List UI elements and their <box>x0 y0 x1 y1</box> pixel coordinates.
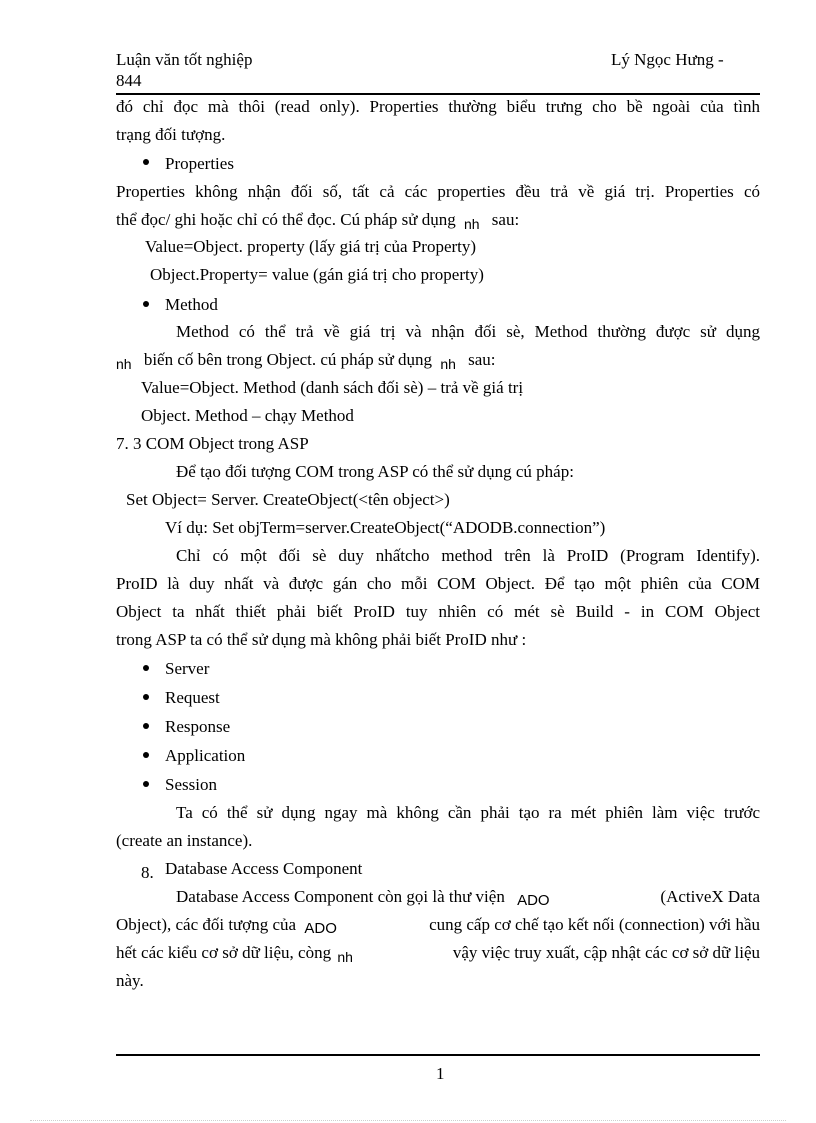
syntax-line: Value=Object. Method (danh sách đối sè) – trả về giá trị <box>141 378 524 397</box>
nh-fragment: nh <box>116 356 132 372</box>
list-item: Request <box>165 688 220 707</box>
syntax-line: Object.Property= value (gán giá trị cho property) <box>150 265 484 284</box>
page-number: 1 <box>436 1064 445 1083</box>
bullet-icon <box>143 752 149 758</box>
bullet-icon <box>143 665 149 671</box>
bullet-icon <box>143 781 149 787</box>
paragraph-line: thể đọc/ ghi hoặc chỉ có thể đọc. Cú pháp sử dụng $_{nh}$ sau: <box>116 210 520 232</box>
page-edge-divider <box>30 1120 786 1121</box>
bullet-icon <box>143 723 149 729</box>
syntax-line: Object. Method – chạy Method <box>141 406 354 425</box>
syntax-line: Value=Object. property (lấy giá trị của Property) <box>145 237 477 256</box>
paragraph-line: Properties không nhận đối số, tất cả các properties đều trả về giá trị. Properties có <box>116 182 760 201</box>
nh-fragment: nh <box>463 216 480 232</box>
paragraph-line: Chỉ có một đối sè duy nhấtcho method trên là ProID (Program Identify). <box>176 546 760 565</box>
paragraph-line: này. <box>116 971 144 990</box>
paragraph-line: trạng đối tượng. <box>116 125 226 144</box>
paragraph-line: Database Access Component còn gọi là thư viện ADO (ActiveX Data <box>176 887 760 909</box>
example-line: Ví dụ: Set objTerm=server.CreateObject(“ADODB.connection”) <box>165 518 606 537</box>
header-left-number: 844 <box>116 71 142 90</box>
header-rule <box>116 93 760 95</box>
list-item: Response <box>165 717 231 736</box>
list-item: Session <box>165 775 217 794</box>
paragraph-line: đó chỉ đọc mà thôi (read only). Properties thường biểu trưng cho bề ngoài của tình <box>116 97 760 116</box>
bullet-icon <box>143 159 149 165</box>
paragraph-line: (create an instance). <box>116 831 253 850</box>
paragraph-line: Ta có thể sử dụng ngay mà không cần phải tạo ra mét phiên làm việc trước <box>176 803 760 822</box>
header-right-author: Lý Ngọc Hưng - <box>611 50 724 69</box>
list-item: Application <box>165 746 246 765</box>
paragraph-line: Object), các đối tượng của ADO cung cấp cơ chế tạo kết nối (connection) với hầu <box>116 915 760 937</box>
section-heading: Database Access Component <box>165 859 363 878</box>
bullet-item-properties: Properties <box>165 154 234 173</box>
paragraph-line: ProID là duy nhất và được gán cho mỗi COM Object. Để tạo một phiên của COM <box>116 574 760 593</box>
list-item: Server <box>165 659 210 678</box>
nh-fragment: nh <box>337 949 353 965</box>
syntax-line: Set Object= Server. CreateObject(<tên object>) <box>126 490 450 509</box>
paragraph-line: trong ASP ta có thể sử dụng mà không phải biết ProID như : <box>116 630 527 649</box>
bullet-icon <box>143 694 149 700</box>
ado-fragment: ADO <box>517 892 550 909</box>
header-left-title: Luận văn tốt nghiệp <box>116 50 253 69</box>
section-heading: 7. 3 COM Object trong ASP <box>116 434 309 453</box>
paragraph-line: $_{nh}$ biến cố bên trong Object. cú pháp sử dụng $_{nh}$ sau: <box>116 350 496 372</box>
paragraph-line: Object ta nhất thiết phải biết ProID tuy nhiên có mét sè Build - in COM Object <box>116 602 760 621</box>
paragraph-line: hết các kiểu cơ sở dữ liệu, còng $_{nh}$ vậy việc truy xuất, cập nhật các cơ sở dữ liệu <box>116 943 760 965</box>
bullet-item-method: Method <box>165 295 218 314</box>
section-number: 8. <box>141 863 154 882</box>
paragraph-line: Method có thể trả về giá trị và nhận đối sè, Method thường được sử dụng <box>176 322 760 341</box>
footer-rule <box>116 1054 760 1056</box>
bullet-icon <box>143 301 149 307</box>
paragraph-line: Để tạo đối tượng COM trong ASP có thể sử dụng cú pháp: <box>176 462 574 481</box>
nh-fragment: nh <box>440 356 456 372</box>
ado-fragment: ADO <box>304 920 337 937</box>
